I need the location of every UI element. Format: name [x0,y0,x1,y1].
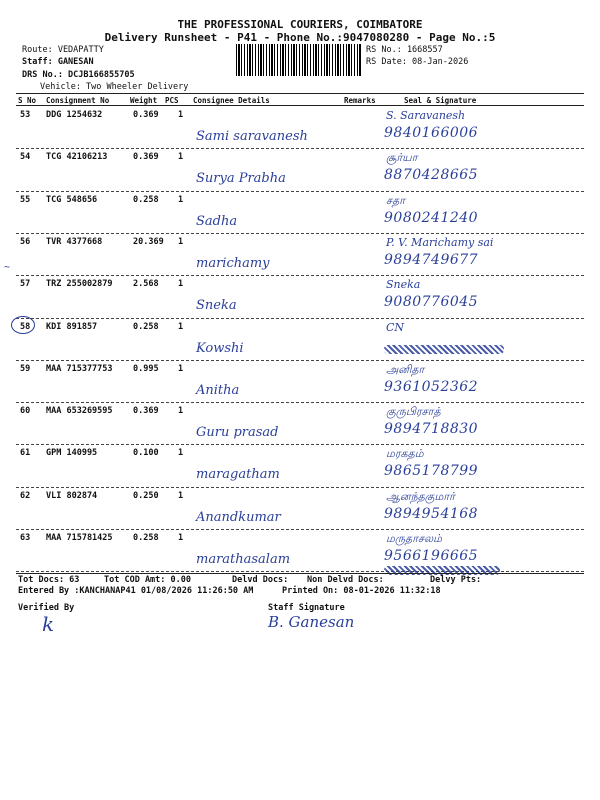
col-pcs: PCS [165,96,179,105]
row-weight: 0.369 [133,152,159,163]
col-consignment: Consignment No [46,96,110,105]
row-consignment-no: VLI 802874 [46,490,98,501]
row-separator [16,360,584,361]
row-weight: 0.369 [133,110,159,120]
staff-signature-label: Staff Signature [268,603,345,613]
header-top-rule [16,93,584,94]
company-title: THE PROFESSIONAL COURIERS, COIMBATORE [177,18,423,31]
row-separator [16,444,584,445]
staff-label: Staff: GANESAN [22,57,94,67]
row-signature-handwritten: S. Saravanesh [386,109,466,122]
col-sno: S No [18,96,37,105]
col-remarks: Remarks [344,96,376,105]
row-signature-handwritten: அனிதா [386,362,425,376]
row-consignee-handwritten: marathasalam [196,552,291,567]
row-pcs: 1 [178,279,184,290]
row-signature-handwritten: சதா [386,193,406,207]
row-phone-handwritten: 9894954168 [384,505,479,522]
row-signature-handwritten: சூர்யா [386,151,418,165]
row-signature-handwritten: Sneka [386,278,421,292]
row-signature-handwritten: P. V. Marichamy sai [386,235,494,249]
row-weight: 0.258 [133,194,159,205]
row-separator [16,275,584,276]
row-consignment-no: MAA 715781425 [46,533,113,543]
row-sno: 61 [20,448,31,459]
row-weight: 0.995 [133,363,159,374]
row-sno: 54 [20,152,31,163]
row-consignment-no: MAA 653269595 [46,406,113,417]
row-pcs: 1 [178,406,184,417]
verified-by-label: Verified By [18,603,75,613]
row-phone-handwritten: 9894749677 [384,251,479,268]
row-sno: 62 [20,490,31,501]
row-consignee-handwritten: Sneka [196,298,237,314]
row-separator [16,233,584,234]
row-separator [16,191,584,192]
row-sno: 58 [20,321,31,332]
row-pcs: 1 [178,448,184,459]
non-delivered-docs: Non Delvd Docs: [307,575,384,585]
total-cod: Tot COD Amt: 0.00 [104,575,191,585]
row-consignee-handwritten: Guru prasad [196,425,279,441]
row-separator [16,487,584,488]
row-sno: 60 [20,406,31,417]
row-weight: 20.369 [133,236,164,247]
row-pcs: 1 [178,490,184,501]
barcode-image [236,44,362,76]
row-sno: 56 [20,236,31,247]
row-signature-handwritten: CN [386,320,405,334]
row-pcs: 1 [178,533,184,543]
row-consignee-handwritten: Anandkumar [196,509,281,525]
row-weight: 0.258 [133,533,159,543]
row-phone-handwritten: 9080776045 [384,294,479,311]
row-pcs: 1 [178,236,184,247]
row-phone-handwritten: 9894718830 [384,421,479,438]
row-pcs: 1 [178,321,184,332]
row-separator [16,529,584,530]
staff-signature-handwritten: B. Ganesan [268,613,355,631]
row-weight: 0.258 [133,321,159,332]
row-weight: 0.369 [133,406,159,417]
row-phone-handwritten: 9566196665 [384,548,479,564]
row-signature-handwritten: மரகதம் [386,447,424,461]
row-consignee-handwritten: Kowshi [196,340,244,356]
row-consignment-no: DDG 1254632 [46,110,103,120]
header-bottom-rule [16,105,584,106]
row-consignee-handwritten: maragatham [196,467,280,483]
row-consignee-handwritten: Sadha [196,213,238,229]
total-docs: Tot Docs: 63 [18,575,80,585]
col-seal: Seal & Signature [404,96,477,105]
row-consignment-no: TCG 42106213 [46,152,108,163]
row-phone-handwritten: 9865178799 [384,463,479,480]
row-consignee-handwritten: Sami saravanesh [196,129,308,144]
row-phone-handwritten: 9080241240 [384,209,479,226]
row-sno: 53 [20,110,31,120]
row-separator [16,402,584,403]
delivery-points: Delvy Pts: [430,575,482,585]
row-separator [16,318,584,319]
row-consignee-handwritten: Anitha [196,382,240,398]
col-consignee: Consignee Details [193,96,270,105]
route-label: Route: VEDAPATTY [22,45,104,55]
verified-by-signature: k [42,612,55,636]
row-pcs: 1 [178,363,184,374]
row-consignment-no: TRZ 255002879 [46,279,113,290]
runsheet-subtitle: Delivery Runsheet - P41 - Phone No.:9047080280 - Page No.:5 [104,31,496,44]
row-weight: 0.100 [133,448,159,459]
row-consignment-no: GPM 140995 [46,448,98,459]
row-signature-handwritten: ஆனந்தகுமார் [386,489,455,503]
row-pcs: 1 [178,194,184,205]
row-consignee-handwritten: marichamy [196,255,270,271]
margin-tick-mark: ~ [4,262,11,273]
row-pcs: 1 [178,110,184,120]
row-separator [16,148,584,149]
row-sno: 63 [20,533,31,543]
row-phone-handwritten: 9840166006 [384,125,479,141]
row-consignment-no: TCG 548656 [46,194,98,205]
rs-date: RS Date: 08-Jan-2026 [366,57,469,67]
rs-number: RS No.: 1668557 [366,45,443,55]
row-phone-handwritten: 9361052362 [384,378,479,395]
row-consignment-no: KDI 891857 [46,321,98,332]
row-scribbled-out [384,345,504,354]
row-sno: 55 [20,194,31,205]
footer-top-rule [16,573,584,574]
entered-by: Entered By :KANCHANAP41 01/08/2026 11:26:50 AM [18,586,254,596]
row-phone-handwritten: 8870428665 [384,167,479,184]
row-sno: 59 [20,363,31,374]
circled-row-58-mark [11,316,35,334]
row-weight: 0.250 [133,490,159,501]
row-consignment-no: TVR 4377668 [46,236,103,247]
row-consignee-handwritten: Surya Prabha [196,171,286,187]
delivered-docs: Delvd Docs: [232,575,289,585]
row-signature-handwritten: மருதாசலம் [386,532,443,545]
row-sno: 57 [20,279,31,290]
vehicle-label: Vehicle: Two Wheeler Delivery [40,82,189,92]
row-consignment-no: MAA 715377753 [46,363,113,374]
col-weight: Weight [130,96,158,105]
row-pcs: 1 [178,152,184,163]
printed-on: Printed On: 08-01-2026 11:32:18 [282,586,441,596]
drs-label: DRS No.: DCJB166855705 [22,70,135,80]
row-weight: 2.568 [133,279,159,290]
row-signature-handwritten: குருபிரசாத் [386,405,441,419]
